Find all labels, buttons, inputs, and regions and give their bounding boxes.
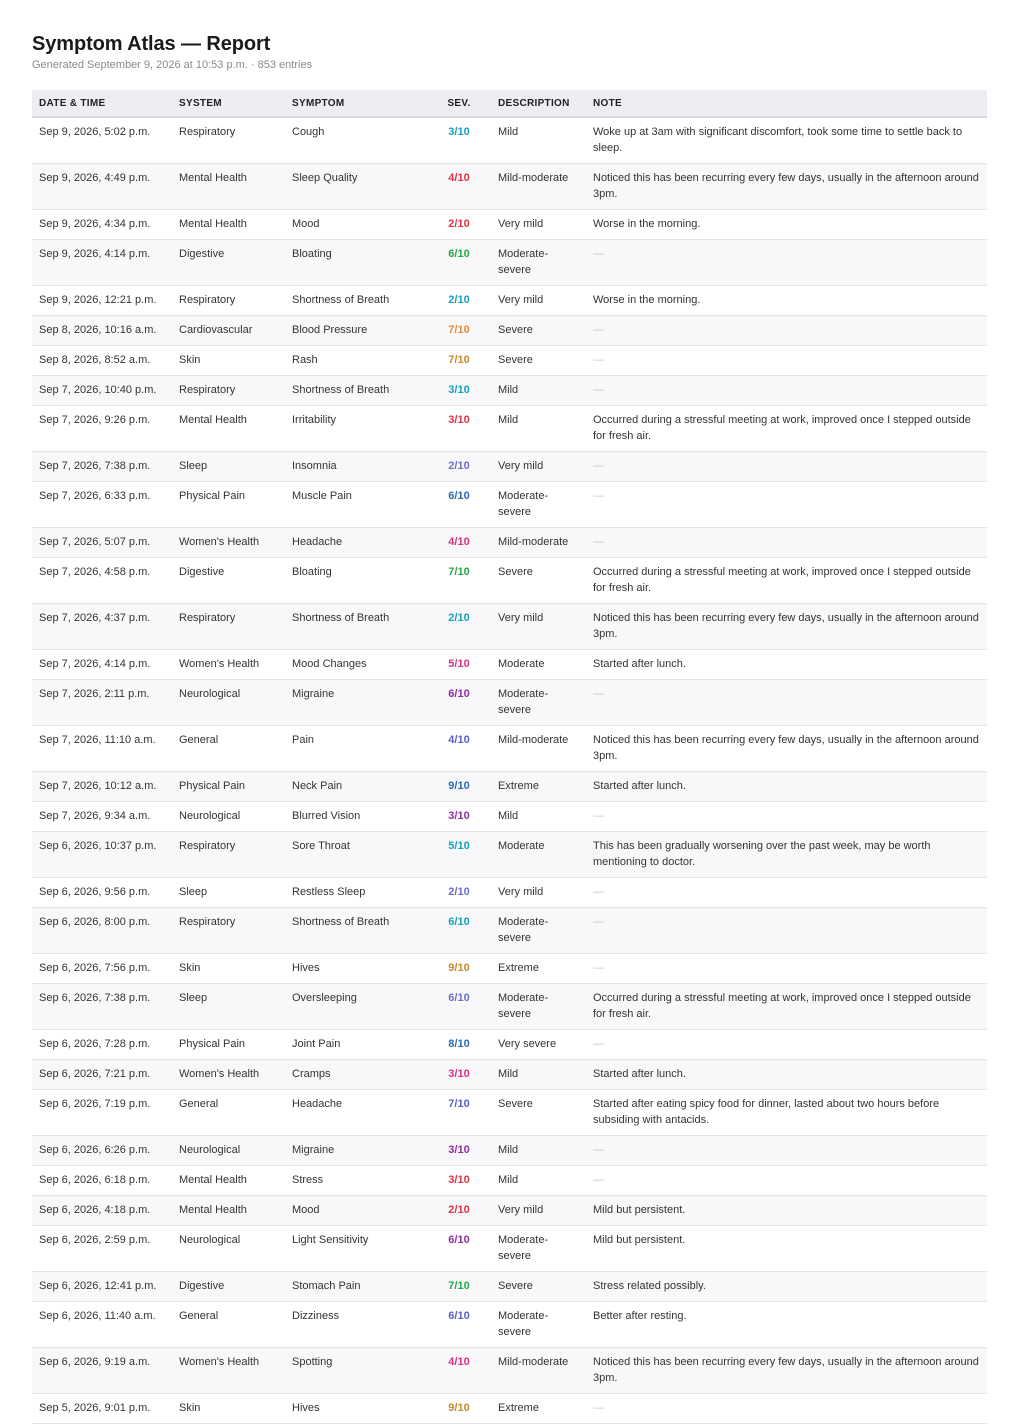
column-header-description: DESCRIPTION — [491, 90, 586, 117]
cell-description: Moderate-severe — [491, 680, 586, 726]
cell-symptom: Neck Pain — [285, 772, 427, 802]
cell-note: Noticed this has been recurring every few days, usually in the afternoon around 3pm. — [586, 604, 987, 650]
cell-description: Mild — [491, 1136, 586, 1166]
cell-system: Skin — [172, 954, 285, 984]
cell-severity: 3/10 — [427, 1060, 491, 1090]
cell-description: Mild-moderate — [491, 528, 586, 558]
cell-datetime: Sep 6, 2026, 9:56 p.m. — [32, 878, 172, 908]
cell-description: Severe — [491, 346, 586, 376]
table-row — [32, 286, 987, 316]
cell-note: — — [586, 878, 987, 908]
cell-severity: 4/10 — [427, 164, 491, 210]
cell-note: — — [586, 240, 987, 286]
table-row — [32, 1394, 987, 1424]
cell-severity: 7/10 — [427, 346, 491, 376]
cell-description: Moderate-severe — [491, 1226, 586, 1272]
cell-datetime: Sep 6, 2026, 12:41 p.m. — [32, 1272, 172, 1302]
cell-symptom: Headache — [285, 528, 427, 558]
table-row — [32, 376, 987, 406]
cell-datetime: Sep 6, 2026, 7:19 p.m. — [32, 1090, 172, 1136]
cell-note: This has been gradually worsening over the past week, may be worth mentioning to doctor. — [586, 832, 987, 878]
cell-system: Respiratory — [172, 117, 285, 164]
cell-description: Very severe — [491, 1030, 586, 1060]
cell-system: General — [172, 1090, 285, 1136]
cell-severity: 5/10 — [427, 650, 491, 680]
column-header-severity: SEV. — [427, 90, 491, 117]
table-row — [32, 802, 987, 832]
cell-symptom: Headache — [285, 1090, 427, 1136]
cell-datetime: Sep 8, 2026, 8:52 a.m. — [32, 346, 172, 376]
column-header-note: NOTE — [586, 90, 987, 117]
cell-note: — — [586, 482, 987, 528]
cell-system: General — [172, 1302, 285, 1348]
cell-severity: 2/10 — [427, 452, 491, 482]
column-header-datetime: DATE & TIME — [32, 90, 172, 117]
cell-datetime: Sep 9, 2026, 4:49 p.m. — [32, 164, 172, 210]
cell-note: — — [586, 316, 987, 346]
table-row — [32, 1272, 987, 1302]
table-row — [32, 1226, 987, 1272]
cell-symptom: Blurred Vision — [285, 802, 427, 832]
cell-description: Very mild — [491, 286, 586, 316]
cell-note: Better after resting. — [586, 1302, 987, 1348]
cell-severity: 6/10 — [427, 984, 491, 1030]
cell-datetime: Sep 7, 2026, 10:40 p.m. — [32, 376, 172, 406]
cell-description: Severe — [491, 1272, 586, 1302]
cell-description: Very mild — [491, 1196, 586, 1226]
table-row — [32, 558, 987, 604]
cell-symptom: Stress — [285, 1166, 427, 1196]
cell-note: Started after lunch. — [586, 1060, 987, 1090]
cell-symptom: Spotting — [285, 1348, 427, 1394]
table-row — [32, 680, 987, 726]
table-row — [32, 1166, 987, 1196]
cell-system: Respiratory — [172, 604, 285, 650]
cell-system: General — [172, 726, 285, 772]
cell-note: — — [586, 680, 987, 726]
cell-description: Moderate-severe — [491, 908, 586, 954]
cell-note: — — [586, 1166, 987, 1196]
cell-datetime: Sep 6, 2026, 7:38 p.m. — [32, 984, 172, 1030]
cell-datetime: Sep 6, 2026, 7:56 p.m. — [32, 954, 172, 984]
cell-severity: 3/10 — [427, 117, 491, 164]
cell-severity: 6/10 — [427, 908, 491, 954]
cell-description: Mild — [491, 406, 586, 452]
table-row — [32, 452, 987, 482]
cell-description: Mild — [491, 1060, 586, 1090]
cell-severity: 2/10 — [427, 210, 491, 240]
cell-note: Occurred during a stressful meeting at work, improved once I stepped outside for fresh air. — [586, 984, 987, 1030]
cell-note: Started after lunch. — [586, 772, 987, 802]
cell-datetime: Sep 6, 2026, 7:28 p.m. — [32, 1030, 172, 1060]
table-row — [32, 1090, 987, 1136]
cell-severity: 3/10 — [427, 1166, 491, 1196]
cell-system: Physical Pain — [172, 1030, 285, 1060]
cell-symptom: Migraine — [285, 680, 427, 726]
table-body — [32, 117, 987, 1424]
cell-note: — — [586, 1136, 987, 1166]
table-row — [32, 346, 987, 376]
cell-system: Sleep — [172, 878, 285, 908]
table-row — [32, 1348, 987, 1394]
cell-note: Worse in the morning. — [586, 210, 987, 240]
cell-symptom: Hives — [285, 954, 427, 984]
cell-description: Mild-moderate — [491, 1348, 586, 1394]
cell-symptom: Sleep Quality — [285, 164, 427, 210]
cell-note: Noticed this has been recurring every few days, usually in the afternoon around 3pm. — [586, 726, 987, 772]
cell-system: Respiratory — [172, 908, 285, 954]
cell-symptom: Bloating — [285, 558, 427, 604]
cell-datetime: Sep 7, 2026, 7:38 p.m. — [32, 452, 172, 482]
cell-datetime: Sep 9, 2026, 12:21 p.m. — [32, 286, 172, 316]
cell-datetime: Sep 6, 2026, 6:26 p.m. — [32, 1136, 172, 1166]
cell-severity: 6/10 — [427, 1302, 491, 1348]
cell-severity: 3/10 — [427, 406, 491, 452]
header-row — [32, 90, 987, 117]
cell-datetime: Sep 9, 2026, 5:02 p.m. — [32, 117, 172, 164]
table-header — [32, 90, 987, 117]
cell-description: Very mild — [491, 452, 586, 482]
cell-symptom: Muscle Pain — [285, 482, 427, 528]
cell-datetime: Sep 7, 2026, 10:12 a.m. — [32, 772, 172, 802]
cell-severity: 2/10 — [427, 286, 491, 316]
table-row — [32, 406, 987, 452]
cell-severity: 3/10 — [427, 1136, 491, 1166]
table-row — [32, 832, 987, 878]
cell-system: Mental Health — [172, 1196, 285, 1226]
cell-datetime: Sep 6, 2026, 6:18 p.m. — [32, 1166, 172, 1196]
cell-datetime: Sep 9, 2026, 4:14 p.m. — [32, 240, 172, 286]
cell-severity: 6/10 — [427, 240, 491, 286]
cell-severity: 3/10 — [427, 802, 491, 832]
cell-description: Mild — [491, 1166, 586, 1196]
cell-note: Woke up at 3am with significant discomfort, took some time to settle back to sleep. — [586, 117, 987, 164]
cell-note: Started after eating spicy food for dinner, lasted about two hours before subsiding with antacids. — [586, 1090, 987, 1136]
cell-symptom: Shortness of Breath — [285, 376, 427, 406]
report-title: Symptom Atlas — Report — [32, 33, 271, 55]
cell-note: Stress related possibly. — [586, 1272, 987, 1302]
cell-system: Mental Health — [172, 210, 285, 240]
table-row — [32, 772, 987, 802]
table-row — [32, 117, 987, 164]
cell-symptom: Restless Sleep — [285, 878, 427, 908]
cell-system: Neurological — [172, 1226, 285, 1272]
cell-severity: 6/10 — [427, 680, 491, 726]
table-row — [32, 1196, 987, 1226]
cell-note: — — [586, 1394, 987, 1424]
cell-symptom: Irritability — [285, 406, 427, 452]
cell-severity: 3/10 — [427, 376, 491, 406]
cell-datetime: Sep 9, 2026, 4:34 p.m. — [32, 210, 172, 240]
cell-datetime: Sep 7, 2026, 6:33 p.m. — [32, 482, 172, 528]
cell-symptom: Hives — [285, 1394, 427, 1424]
cell-note: Occurred during a stressful meeting at work, improved once I stepped outside for fresh air. — [586, 558, 987, 604]
cell-severity: 6/10 — [427, 482, 491, 528]
cell-datetime: Sep 6, 2026, 4:18 p.m. — [32, 1196, 172, 1226]
cell-note: — — [586, 452, 987, 482]
cell-symptom: Joint Pain — [285, 1030, 427, 1060]
cell-description: Extreme — [491, 772, 586, 802]
cell-symptom: Sore Throat — [285, 832, 427, 878]
cell-datetime: Sep 7, 2026, 5:07 p.m. — [32, 528, 172, 558]
cell-note: — — [586, 1030, 987, 1060]
cell-system: Respiratory — [172, 832, 285, 878]
cell-datetime: Sep 6, 2026, 2:59 p.m. — [32, 1226, 172, 1272]
cell-description: Moderate-severe — [491, 984, 586, 1030]
cell-description: Very mild — [491, 210, 586, 240]
cell-symptom: Rash — [285, 346, 427, 376]
cell-symptom: Migraine — [285, 1136, 427, 1166]
cell-note: — — [586, 376, 987, 406]
cell-description: Moderate-severe — [491, 482, 586, 528]
cell-datetime: Sep 7, 2026, 4:58 p.m. — [32, 558, 172, 604]
table-row — [32, 482, 987, 528]
cell-symptom: Mood — [285, 1196, 427, 1226]
cell-system: Digestive — [172, 1272, 285, 1302]
cell-severity: 7/10 — [427, 1272, 491, 1302]
cell-system: Sleep — [172, 984, 285, 1030]
cell-system: Skin — [172, 346, 285, 376]
cell-symptom: Pain — [285, 726, 427, 772]
cell-description: Moderate-severe — [491, 240, 586, 286]
cell-description: Mild — [491, 117, 586, 164]
cell-system: Women's Health — [172, 1060, 285, 1090]
cell-severity: 8/10 — [427, 1030, 491, 1060]
table-row — [32, 650, 987, 680]
cell-description: Moderate-severe — [491, 1302, 586, 1348]
cell-severity: 9/10 — [427, 954, 491, 984]
table-row — [32, 316, 987, 346]
table-row — [32, 1302, 987, 1348]
cell-severity: 4/10 — [427, 726, 491, 772]
cell-note: — — [586, 346, 987, 376]
cell-severity: 9/10 — [427, 1394, 491, 1424]
cell-datetime: Sep 8, 2026, 10:16 a.m. — [32, 316, 172, 346]
cell-system: Women's Health — [172, 528, 285, 558]
cell-severity: 4/10 — [427, 1348, 491, 1394]
cell-note: — — [586, 528, 987, 558]
cell-symptom: Cough — [285, 117, 427, 164]
table-row — [32, 1136, 987, 1166]
cell-datetime: Sep 7, 2026, 9:26 p.m. — [32, 406, 172, 452]
cell-symptom: Insomnia — [285, 452, 427, 482]
cell-description: Extreme — [491, 1394, 586, 1424]
table-row — [32, 984, 987, 1030]
cell-severity: 7/10 — [427, 316, 491, 346]
cell-system: Physical Pain — [172, 772, 285, 802]
cell-datetime: Sep 6, 2026, 8:00 p.m. — [32, 908, 172, 954]
cell-symptom: Shortness of Breath — [285, 604, 427, 650]
cell-note: Occurred during a stressful meeting at work, improved once I stepped outside for fresh air. — [586, 406, 987, 452]
column-header-system: SYSTEM — [172, 90, 285, 117]
cell-note: Started after lunch. — [586, 650, 987, 680]
cell-severity: 2/10 — [427, 604, 491, 650]
cell-description: Mild-moderate — [491, 164, 586, 210]
cell-datetime: Sep 7, 2026, 9:34 a.m. — [32, 802, 172, 832]
cell-datetime: Sep 7, 2026, 4:37 p.m. — [32, 604, 172, 650]
symptom-table — [32, 90, 987, 1424]
cell-system: Neurological — [172, 802, 285, 832]
cell-datetime: Sep 6, 2026, 7:21 p.m. — [32, 1060, 172, 1090]
cell-system: Physical Pain — [172, 482, 285, 528]
cell-description: Extreme — [491, 954, 586, 984]
cell-symptom: Stomach Pain — [285, 1272, 427, 1302]
cell-symptom: Mood Changes — [285, 650, 427, 680]
cell-note: — — [586, 954, 987, 984]
cell-note: Mild but persistent. — [586, 1226, 987, 1272]
cell-severity: 4/10 — [427, 528, 491, 558]
cell-description: Mild-moderate — [491, 726, 586, 772]
cell-symptom: Cramps — [285, 1060, 427, 1090]
cell-datetime: Sep 7, 2026, 4:14 p.m. — [32, 650, 172, 680]
cell-datetime: Sep 6, 2026, 10:37 p.m. — [32, 832, 172, 878]
cell-system: Respiratory — [172, 376, 285, 406]
cell-description: Very mild — [491, 604, 586, 650]
cell-system: Women's Health — [172, 1348, 285, 1394]
cell-symptom: Oversleeping — [285, 984, 427, 1030]
cell-severity: 2/10 — [427, 878, 491, 908]
cell-severity: 7/10 — [427, 558, 491, 604]
table-row — [32, 1030, 987, 1060]
table-row — [32, 240, 987, 286]
cell-symptom: Shortness of Breath — [285, 286, 427, 316]
cell-description: Mild — [491, 802, 586, 832]
report-header — [32, 32, 988, 72]
cell-system: Sleep — [172, 452, 285, 482]
cell-severity: 7/10 — [427, 1090, 491, 1136]
cell-datetime: Sep 6, 2026, 11:40 a.m. — [32, 1302, 172, 1348]
cell-system: Neurological — [172, 680, 285, 726]
cell-symptom: Dizziness — [285, 1302, 427, 1348]
cell-description: Moderate — [491, 650, 586, 680]
cell-severity: 6/10 — [427, 1226, 491, 1272]
cell-description: Mild — [491, 376, 586, 406]
cell-symptom: Mood — [285, 210, 427, 240]
table-row — [32, 1060, 987, 1090]
table-row — [32, 954, 987, 984]
cell-description: Severe — [491, 1090, 586, 1136]
cell-datetime: Sep 7, 2026, 2:11 p.m. — [32, 680, 172, 726]
cell-description: Severe — [491, 558, 586, 604]
cell-description: Very mild — [491, 878, 586, 908]
cell-note: Mild but persistent. — [586, 1196, 987, 1226]
cell-system: Digestive — [172, 240, 285, 286]
cell-system: Cardiovascular — [172, 316, 285, 346]
table-row — [32, 210, 987, 240]
cell-symptom: Shortness of Breath — [285, 908, 427, 954]
cell-note: Noticed this has been recurring every few days, usually in the afternoon around 3pm. — [586, 1348, 987, 1394]
cell-symptom: Bloating — [285, 240, 427, 286]
cell-system: Digestive — [172, 558, 285, 604]
cell-system: Neurological — [172, 1136, 285, 1166]
cell-system: Respiratory — [172, 286, 285, 316]
cell-system: Mental Health — [172, 1166, 285, 1196]
table-row — [32, 878, 987, 908]
cell-symptom: Light Sensitivity — [285, 1226, 427, 1272]
table-row — [32, 528, 987, 558]
cell-note: Noticed this has been recurring every few days, usually in the afternoon around 3pm. — [586, 164, 987, 210]
column-header-symptom: SYMPTOM — [285, 90, 427, 117]
table-row — [32, 164, 987, 210]
table-row — [32, 604, 987, 650]
cell-system: Mental Health — [172, 406, 285, 452]
cell-symptom: Blood Pressure — [285, 316, 427, 346]
table-row — [32, 908, 987, 954]
cell-description: Severe — [491, 316, 586, 346]
cell-datetime: Sep 5, 2026, 9:01 p.m. — [32, 1394, 172, 1424]
cell-datetime: Sep 7, 2026, 11:10 a.m. — [32, 726, 172, 772]
cell-severity: 9/10 — [427, 772, 491, 802]
cell-system: Mental Health — [172, 164, 285, 210]
cell-system: Skin — [172, 1394, 285, 1424]
cell-severity: 5/10 — [427, 832, 491, 878]
report-subtitle: Generated September 9, 2026 at 10:53 p.m. · 853 entries — [32, 59, 313, 71]
table-row — [32, 726, 987, 772]
cell-note: — — [586, 908, 987, 954]
cell-note: — — [586, 802, 987, 832]
cell-note: Worse in the morning. — [586, 286, 987, 316]
cell-description: Moderate — [491, 832, 586, 878]
cell-system: Women's Health — [172, 650, 285, 680]
cell-datetime: Sep 6, 2026, 9:19 a.m. — [32, 1348, 172, 1394]
cell-severity: 2/10 — [427, 1196, 491, 1226]
